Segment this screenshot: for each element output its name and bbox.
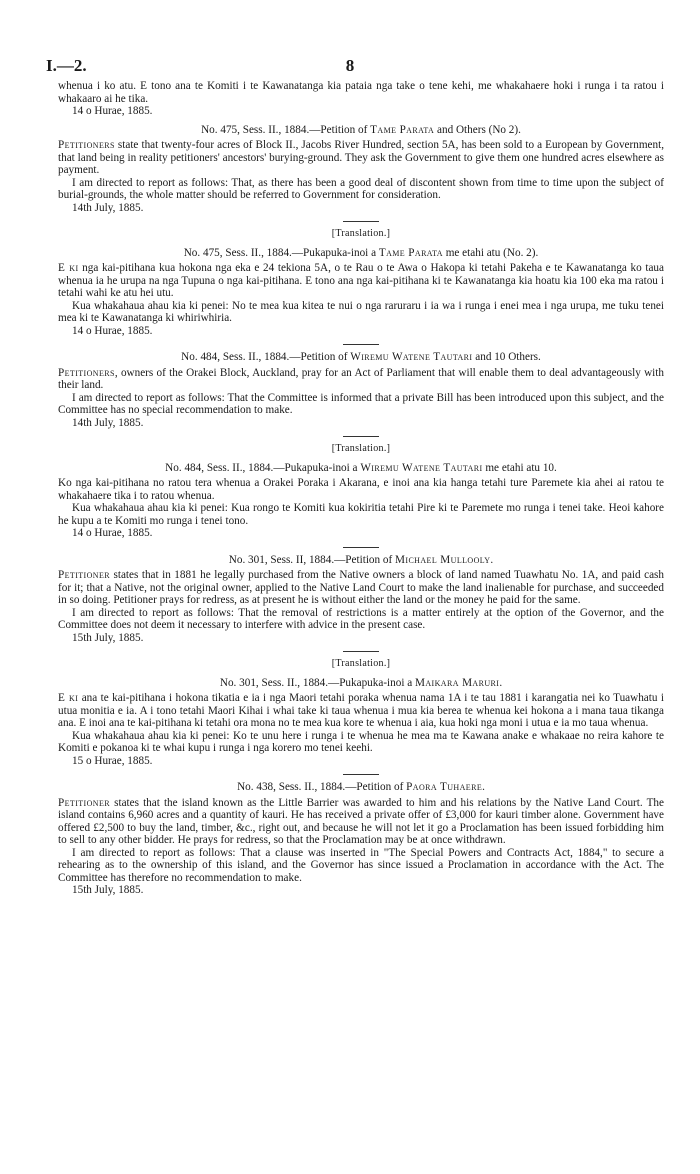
translation-label: [Translation.] <box>331 658 391 669</box>
section-divider <box>343 547 379 548</box>
heading-post: . <box>482 781 485 793</box>
paragraph <box>58 80 664 105</box>
lead-word: E ki <box>58 692 79 704</box>
petition-section <box>58 80 664 118</box>
section-divider <box>343 436 379 437</box>
petition-section <box>58 651 664 767</box>
petition-heading <box>58 247 664 260</box>
heading-name: Wiremu Watene Tautari <box>350 351 473 363</box>
petition-section <box>58 124 664 215</box>
heading-post: me etahi atu (No. 2). <box>442 246 539 259</box>
paragraph <box>58 177 664 202</box>
paragraph <box>58 202 664 215</box>
paragraph <box>58 325 664 338</box>
lead-word: E ki <box>58 262 79 274</box>
heading-name: Maikara Maruri <box>415 676 500 689</box>
paragraph-text: ana te kai-pitihana i hokona tikatia e ia i nga Maori tetahi poraka whenua nama 1A i te tau 1881 i karangatia nei ko Tuawhatu i utua monitia e ia. A i tono tetahi Maori Kihai i whai take ki taua whenua i mua kia berea te whenua kei hokona a i mana taua tikanga ana. E inoi ana te kai-pitihana ki tetahi ora mona no te mea kua kore te whenua i aia, kua hoki nga moni i utua e ia mo taua whenua. <box>58 692 664 729</box>
paragraph <box>58 755 664 768</box>
petition-section <box>58 774 664 897</box>
paragraph-text: I am directed to report as follows: That the Committee is informed that a private Bill has been introduced upon this subject, and the Committee has no special recommendation to make. <box>58 391 664 416</box>
paragraph-text: state that twenty-four acres of Block II., Jacobs River Hundred, section 5A, has been sold to a European by Government, that land being in reality petitioners' ancestors' burying-ground. They ask the Government to give them one hundred acres elsewhere as payment. <box>58 139 664 176</box>
paragraph <box>58 569 664 607</box>
heading-pre: No. 301, Sess. II., 1884.—Pukapuka-inoi a <box>219 676 416 689</box>
paragraph-text: 15th July, 1885. <box>72 631 144 644</box>
petition-section <box>58 436 664 540</box>
section-divider <box>343 774 379 775</box>
petition-heading <box>58 351 664 364</box>
petition-heading <box>58 677 664 690</box>
heading-post: me etahi atu 10. <box>482 461 557 474</box>
heading-pre: No. 475, Sess. II., 1884.—Petition of <box>201 123 371 136</box>
paragraph-text: 14 o Hurae, 1885. <box>72 527 153 539</box>
paragraph-text: I am directed to report as follows: That a clause was inserted in "The Special Powers and Contracts Act, 1884," to secure a rehearing as to the ownership of this island, and the Governor has since issued a Proclamation in accordance with the Act. The Committee has therefore no recommendation to make. <box>58 846 664 884</box>
paragraph-text: 14th July, 1885. <box>72 201 144 214</box>
paragraph-text: I am directed to report as follows: That, as there has been a good deal of discontent shown from time to time upon the subject of burial-grounds, the whole matter should be referred to Government for consideration. <box>58 176 664 201</box>
lead-word: Petitioners <box>58 366 115 379</box>
paragraph-text: states that the island known as the Little Barrier was awarded to him and his relations by the Native Land Court. The island contains 6,960 acres and a quantity of kauri. He has received a private offer of £3,000 for kauri timber alone. Government have offered £2,500 to buy the land, timber, &c., right out, and because he will not let it go a Proclamation has been issued forbidding him to sell to any other bidder. He prays for redress, so that the Proclamation may be at once withdrawn. <box>58 796 664 846</box>
paragraph <box>58 139 664 177</box>
paragraph <box>58 477 664 502</box>
paragraph-text: , owners of the Orakei Block, Auckland, pray for an Act of Parliament that will enable them to deal advantageously with their land. <box>58 366 664 391</box>
heading-name: Michael Mullooly <box>395 553 491 566</box>
heading-post: . <box>499 676 503 689</box>
paragraph-text: 15th July, 1885. <box>72 884 144 896</box>
petition-heading <box>58 781 664 794</box>
paragraph <box>58 632 664 645</box>
paragraph <box>58 692 664 730</box>
petition-heading <box>58 554 664 567</box>
paragraph <box>58 392 664 417</box>
paragraph-text: whenua i ko atu. E tono ana te Komiti i te Kawanatanga kia pataia nga take o tene kehi, me whakahaere hoki i runga i ta ratou i whakaaro ai he tika. <box>58 80 664 105</box>
translation-label: [Translation.] <box>331 443 391 454</box>
heading-post: and Others (No 2). <box>434 123 521 136</box>
paragraph <box>58 417 664 430</box>
petition-heading <box>58 124 664 137</box>
lead-word: Petitioners <box>58 139 115 151</box>
paragraph <box>58 502 664 527</box>
petition-section <box>58 344 664 429</box>
lead-word: Petitioner <box>58 796 110 809</box>
paragraph-text: states that in 1881 he legally purchased from the Native owners a block of land named Tuawhatu No. 1A, and paid cash for it; that a Native, not the original owner, applied to the Native Land Court to make the land inalienable for purchase, and succeeded in so doing. Petitioner prays for redress, as at present he is without either the land or the money he paid for the same. <box>58 569 664 606</box>
paragraph-text: 15 o Hurae, 1885. <box>72 754 153 767</box>
paragraph <box>58 847 664 885</box>
paragraph <box>58 730 664 755</box>
paragraph-text: nga kai-pitihana kua hokona nga eka e 24 tekiona 5A, o te Rau o te Awa o Hakopa ki tetahi Pakeha e te Kawanatanga ko taua whenua ia he urupa na nga Tupuna o nga kai-pitihana. E tono ana nga kai-pitihana ki te Kawanatanga kia hoatu kia 100 eka ma ratou i tetahi wahi ke atu hei utu. <box>58 262 664 299</box>
petition-section <box>58 547 664 645</box>
heading-name: Wiremu Watene Tautari <box>360 461 483 474</box>
paragraph <box>58 884 664 897</box>
heading-pre: No. 475, Sess. II., 1884.—Pukapuka-inoi a <box>183 246 379 259</box>
paragraph-text: Kua whakahaua ahau kia ki penei: Kua rongo te Komiti kua kokiritia tetahi Pire ki te Paremete mo runga i tenei take. Heoi kahore he kupu a te Komiti mo runga i tenei tono. <box>58 502 664 527</box>
petition-section <box>58 221 664 337</box>
page-number: 8 <box>345 56 355 75</box>
paragraph-text: 14 o Hurae, 1885. <box>72 105 153 117</box>
translation-label: [Translation.] <box>331 228 391 239</box>
heading-name: Tame Parata <box>370 123 435 136</box>
lead-word: Petitioner <box>58 569 110 581</box>
paragraph <box>58 300 664 325</box>
paragraph-text: Ko nga kai-pitihana no ratou tera whenua a Orakei Poraka i Akarana, e inoi ana kia hanga tetahi ture Paremete kia ahei ai ratou te whakahaere tika i to ratou whenua. <box>58 477 664 502</box>
heading-pre: No. 301, Sess. II, 1884.—Petition of <box>228 553 396 566</box>
paragraph <box>58 367 664 392</box>
heading-post: . <box>490 553 494 566</box>
paragraph-text: 14 o Hurae, 1885. <box>72 324 153 337</box>
paragraph <box>58 105 664 118</box>
page-header <box>46 56 654 76</box>
paragraph <box>58 527 664 540</box>
heading-pre: No. 438, Sess. II., 1884.—Petition of <box>237 781 407 793</box>
page-reference: I.—2. <box>46 56 87 75</box>
document-body <box>58 80 664 897</box>
section-divider <box>343 651 379 652</box>
heading-pre: No. 484, Sess. II., 1884.—Pukapuka-inoi a <box>165 461 361 474</box>
paragraph <box>58 607 664 632</box>
paragraph-text: Kua whakahaua ahau kia ki penei: No te mea kua kitea te nui o nga raruraru i ia wa i runga i enei mea i nga urupa, me tuku tenei mea ki te Kawanatanga ki whiriwhiria. <box>58 299 664 324</box>
heading-name: Tame Parata <box>378 246 443 259</box>
paragraph-text: 14th July, 1885. <box>72 416 144 429</box>
paragraph-text: I am directed to report as follows: That the removal of restrictions is a matter entirely at the option of the Governor, and the Committee does not deem it necessary to interfere with advice in the present case. <box>58 606 664 631</box>
paragraph-text: Kua whakahaua ahau kia ki penei: Ko te unu here i runga i te whenua he mea ma te Kawana anake e whakaae no reira kahore te Komiti e pokanoa ki te whai kupu i runga i nga korero mo tenei keehi. <box>58 729 664 754</box>
section-divider <box>343 344 379 345</box>
paragraph <box>58 797 664 847</box>
petition-heading <box>58 462 664 475</box>
paragraph <box>58 262 664 300</box>
heading-pre: No. 484, Sess. II., 1884.—Petition of <box>181 351 351 363</box>
section-divider <box>343 221 379 222</box>
heading-post: and 10 Others. <box>472 351 541 363</box>
heading-name: Paora Tuhaere <box>406 781 483 793</box>
